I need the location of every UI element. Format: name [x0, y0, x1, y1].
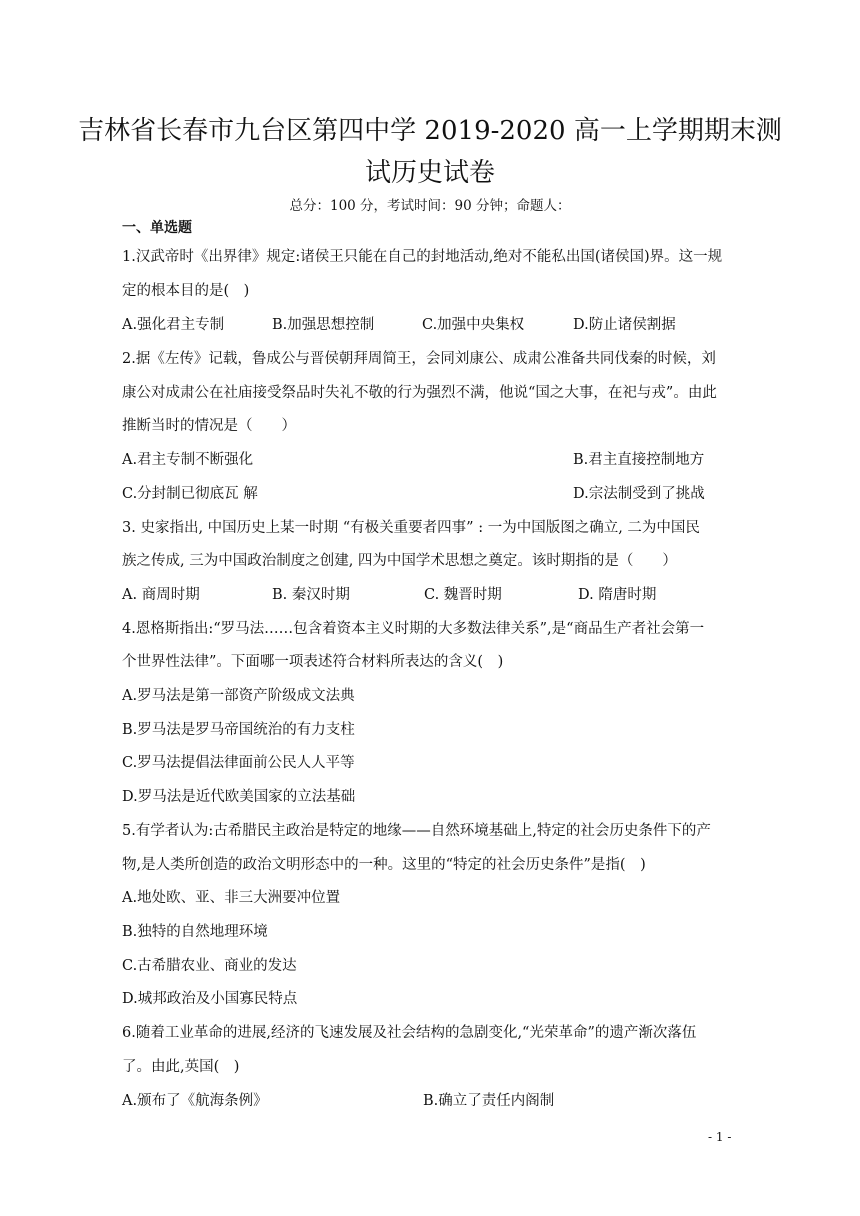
exam-meta: 总分：100 分，考试时间：90 分钟；命题人：	[289, 198, 571, 214]
q4-option-d: D.罗马法是近代欧美国家的立法基础	[122, 789, 356, 805]
q2-stem-line-1: 2.据《左传》记载，鲁成公与晋侯朝拜周简王，会同刘康公、成肃公准备共同伐秦的时候，刘	[122, 351, 716, 367]
title-line-2: 试历史试卷	[364, 158, 495, 188]
q4-option-b: B.罗马法是罗马帝国统治的有力支柱	[122, 722, 355, 738]
q2-option-c: C.分封制已彻底瓦 解	[122, 486, 258, 502]
q4-option-c: C.罗马法提倡法律面前公民人人平等	[122, 755, 355, 771]
q3-option-a: A. 商周时期	[122, 587, 200, 603]
title-line-1: 吉林省长春市九台区第四中学 2019-2020 高一上学期期末测	[78, 116, 782, 146]
q5-option-d: D.城邦政治及小国寡民特点	[122, 991, 298, 1007]
q5-option-c: C.古希腊农业、商业的发达	[122, 958, 297, 974]
q4-stem-line-2: 个世界性法律”。下面哪一项表述符合材料所表达的含义( )	[122, 654, 504, 670]
q1-option-b: B.加强思想控制	[272, 317, 375, 333]
q2-option-b: B.君主直接控制地方	[573, 452, 705, 468]
q6-option-b: B.确立了责任内阁制	[423, 1093, 555, 1109]
q2-option-a: A.君主专制不断强化	[122, 452, 254, 468]
q3-stem-line-2: 族之传成, 三为中国政治制度之创建, 四为中国学术思想之奠定。该时期指的是（ ）	[122, 553, 677, 569]
section-heading: 一、单选题	[122, 220, 192, 236]
q2-stem-line-2: 康公对成肃公在社庙接受祭品时失礼不敬的行为强烈不满，他说“国之大事，在祀与戎”。由此	[122, 385, 717, 401]
q1-option-c: C.加强中央集权	[422, 317, 525, 333]
q5-stem-line-1: 5.有学者认为:古希腊民主政治是特定的地缘——自然环境基础上,特定的社会历史条件下的产	[122, 823, 711, 839]
q5-option-a: A.地处欧、亚、非三大洲要冲位置	[122, 890, 341, 906]
q4-option-a: A.罗马法是第一部资产阶级成文法典	[122, 688, 355, 704]
q1-stem-line-1: 1.汉武帝时《出界律》规定:诸侯王只能在自己的封地活动,绝对不能私出国(诸侯国)界。这一规	[122, 249, 723, 265]
q3-stem-line-1: 3. 史家指出, 中国历史上某一时期 “有极关重要者四事” : 一为中国版图之确立, 二为中国民	[122, 520, 700, 536]
q2-stem-line-3: 推断当时的情况是（ ）	[122, 418, 296, 434]
q6-stem-line-1: 6.随着工业革命的进展,经济的飞速发展及社会结构的急剧变化,“光荣革命”的遗产渐次落伍	[122, 1025, 697, 1041]
q6-option-a: A.颁布了《航海条例》	[122, 1093, 268, 1109]
q3-option-d: D. 隋唐时期	[578, 587, 657, 603]
q4-stem-line-1: 4.恩格斯指出:“罗马法……包含着资本主义时期的大多数法律关系”,是“商品生产者社会第一	[122, 621, 705, 637]
q5-option-b: B.独特的自然地理环境	[122, 924, 268, 940]
q5-stem-line-2: 物,是人类所创造的政治文明形态中的一种。这里的“特定的社会历史条件”是指( )	[122, 857, 646, 873]
q2-option-d: D.宗法制受到了挑战	[573, 486, 705, 502]
q3-option-c: C. 魏晋时期	[424, 587, 502, 603]
q3-option-b: B. 秦汉时期	[272, 587, 350, 603]
q1-option-d: D.防止诸侯割据	[573, 317, 676, 333]
q1-stem-line-2: 定的根本目的是( )	[122, 283, 250, 299]
q1-option-a: A.强化君主专制	[122, 317, 225, 333]
page-number: - 1 -	[708, 1130, 732, 1144]
q6-stem-line-2: 了。由此,英国( )	[122, 1059, 240, 1075]
